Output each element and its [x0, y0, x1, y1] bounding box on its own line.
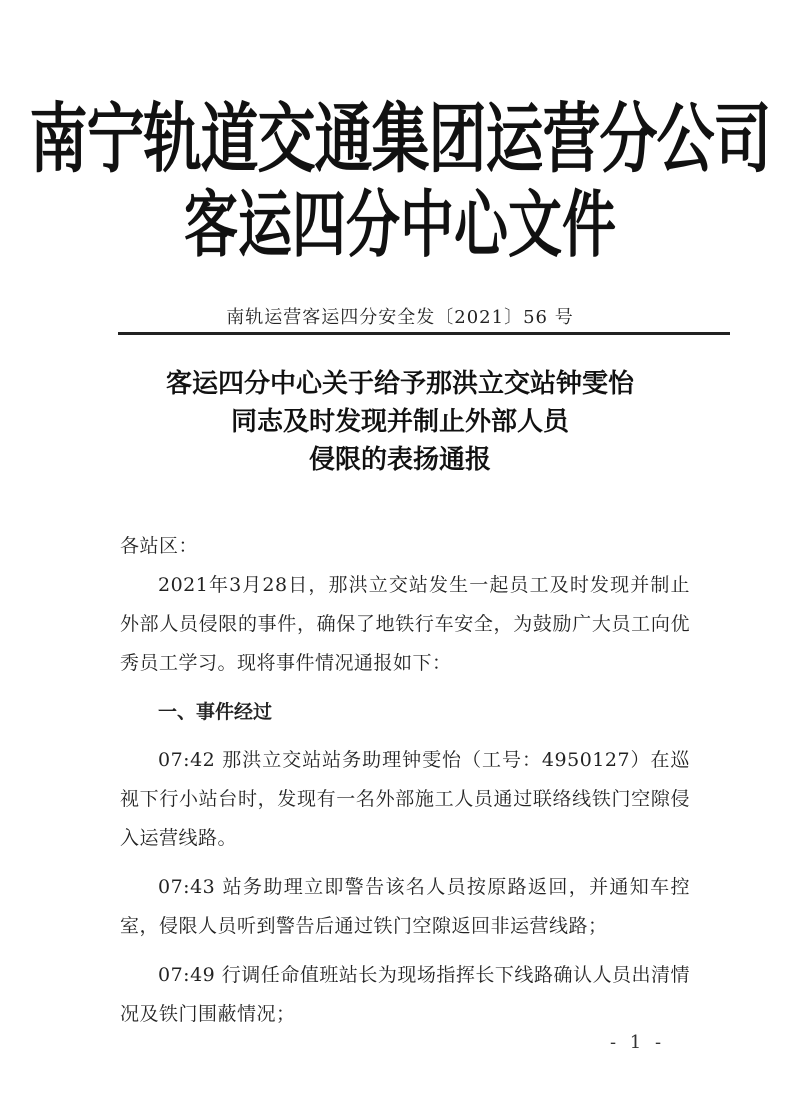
file-header: 客运四分中心文件: [184, 182, 616, 268]
event-paragraph-3: 07:49 行调任命值班站长为现场指挥长下线路确认人员出清情况及铁门围蔽情况；: [120, 964, 690, 1025]
paragraph-gap: [120, 858, 690, 868]
salutation: 各站区：: [120, 535, 199, 557]
document-body: [120, 527, 690, 1034]
org-header: 南宁轨道交通集团运营分公司: [29, 94, 771, 184]
intro-paragraph: 2021年3月28日，那洪立交站发生一起员工及时发现并制止外部人员侵限的事件，确保了地铁行车安全，为鼓励广大员工向优秀员工学习。现将事件情况通报如下：: [120, 574, 690, 674]
title-line-2: 同志及时发现并制止外部人员: [230, 407, 569, 437]
header-divider: [118, 332, 730, 335]
event-paragraph-2: 07:43 站务助理立即警告该名人员按原路返回，并通知车控室，侵限人员听到警告后通过铁门空隙返回非运营线路；: [120, 876, 690, 937]
paragraph-gap: [120, 946, 690, 956]
document-title: [0, 365, 800, 479]
event-paragraph-1: 07:42 那洪立交站站务助理钟雯怡（工号：4950127）在巡视下行小站台时，发现有一名外部施工人员通过联络线铁门空隙侵入运营线路。: [120, 749, 690, 849]
title-line-3: 侵限的表扬通报: [308, 445, 491, 475]
section-heading: 一、事件经过: [158, 701, 273, 723]
document-number: 南轨运营客运四分安全发〔2021〕56 号: [226, 307, 574, 328]
title-line-1: 客运四分中心关于给予那洪立交站钟雯怡: [165, 369, 634, 399]
page-number: - 1 -: [610, 1032, 666, 1053]
